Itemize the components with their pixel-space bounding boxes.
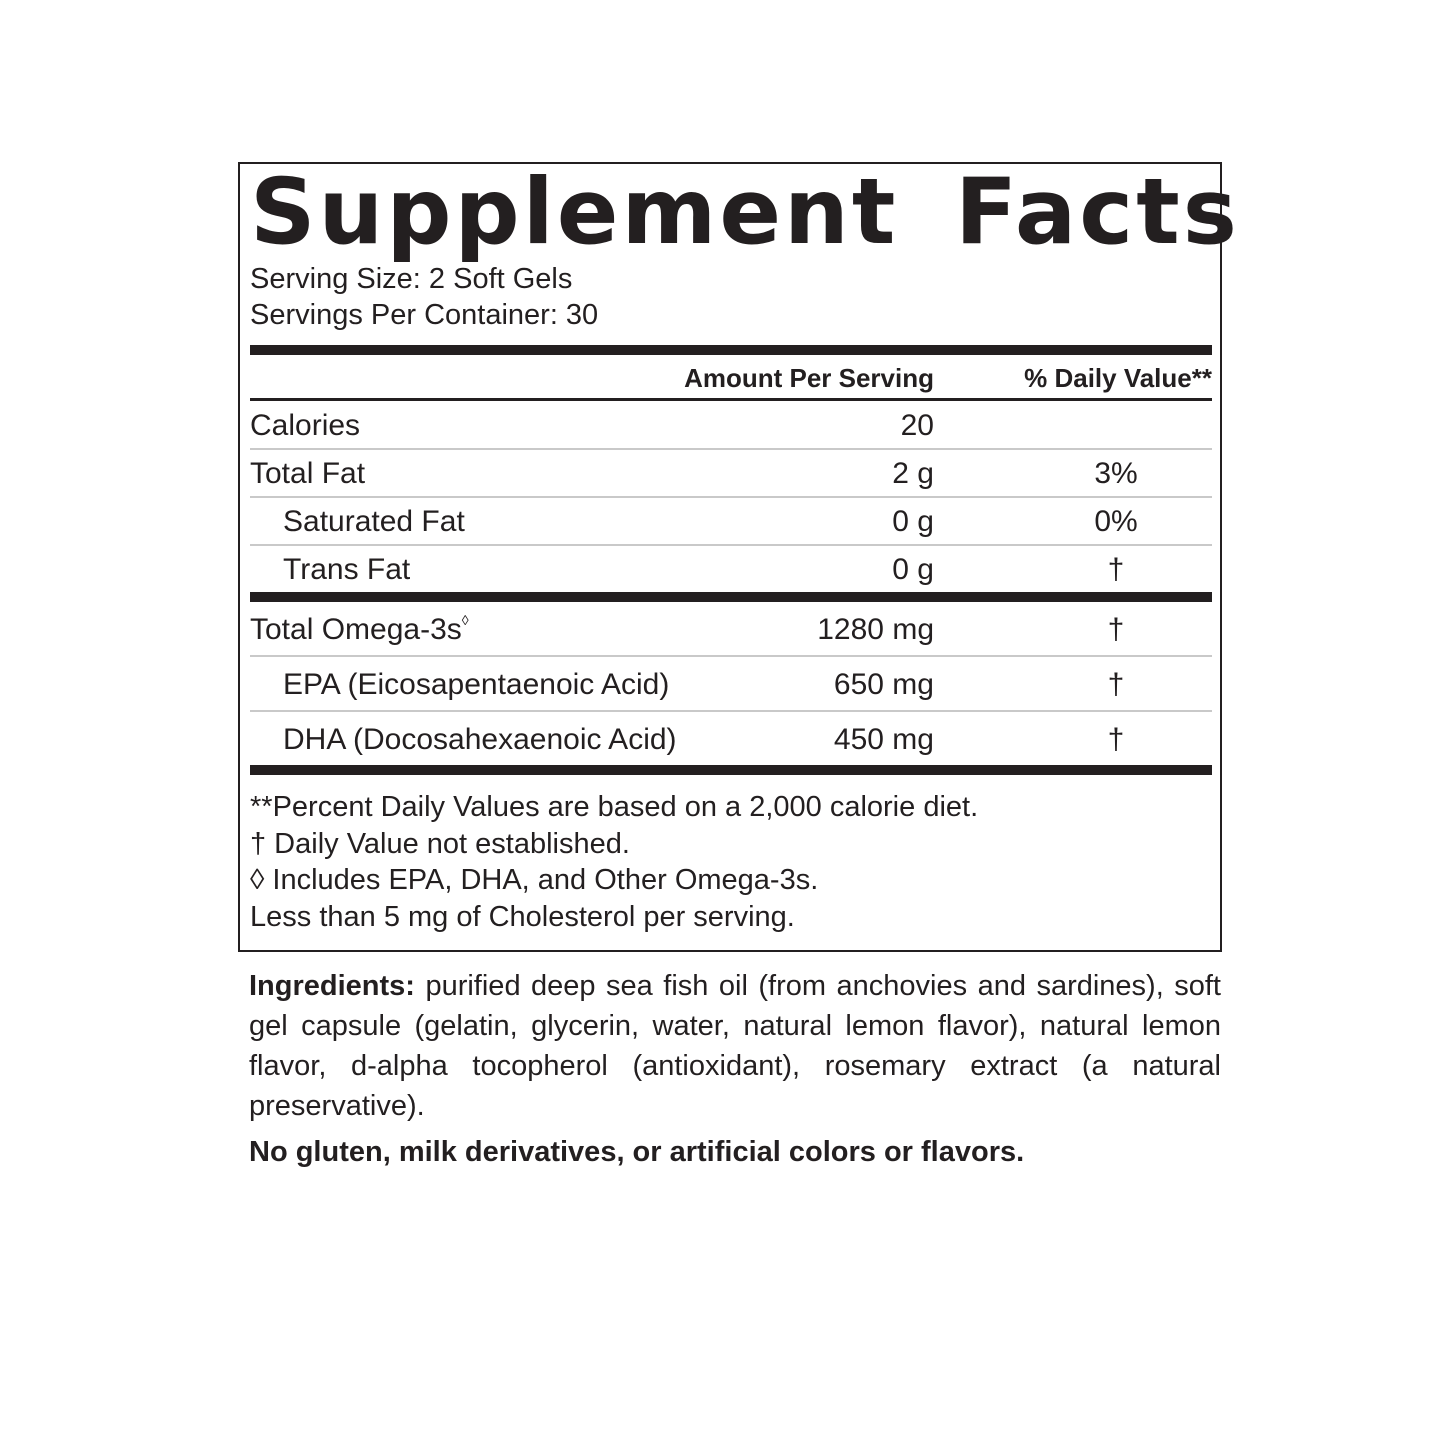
nutrient-label: Calories <box>250 409 361 442</box>
footnote-daily-values: **Percent Daily Values are based on a 2,000 calorie diet. <box>250 791 979 823</box>
nutrient-dv: † <box>1107 668 1125 701</box>
nutrient-row-total-fat <box>250 450 1212 496</box>
footnote-dagger: † Daily Value not established. <box>250 827 630 860</box>
serving-info <box>250 261 1212 333</box>
nutrient-row-total-omega-3s <box>250 602 1212 655</box>
nutrient-dv: † <box>1107 613 1125 646</box>
nutrient-label: Total Fat <box>250 457 366 490</box>
amount-header: Amount Per Serving <box>684 363 934 393</box>
nutrient-dv: † <box>1107 553 1125 586</box>
supplement-facts-panel <box>238 160 1240 952</box>
nutrient-dv: 0% <box>1094 505 1138 538</box>
nutrient-amount: 450 mg <box>833 723 934 756</box>
nutrient-dv: 3% <box>1094 457 1138 490</box>
serving-size: Serving Size: 2 Soft Gels <box>250 263 573 295</box>
nutrient-label: EPA (Eicosapentaenoic Acid) <box>283 668 670 701</box>
ingredients-label: Ingredients: <box>249 970 415 1002</box>
thick-divider <box>250 345 1212 355</box>
ingredients-text: purified deep sea fish oil (from anchovies and sardines), soft gel capsule (gelatin, glycerin, water, natural lemon flavor), natural lemon flavor, d-alpha tocopherol (antioxidant), rosemary extract (a natural preservative). <box>249 970 1221 1122</box>
nutrient-amount: 1280 mg <box>817 613 934 646</box>
nutrient-amount: 0 g <box>892 505 934 538</box>
nutrient-dv: † <box>1107 723 1125 756</box>
nutrient-label: DHA (Docosahexaenoic Acid) <box>283 723 677 756</box>
servings-per-container: Servings Per Container: 30 <box>250 299 599 331</box>
nutrient-amount: 2 g <box>892 457 934 490</box>
nutrient-label: Saturated Fat <box>283 505 465 538</box>
nutrient-amount: 20 <box>900 409 934 442</box>
panel-title: Supplement Facts <box>250 160 1240 265</box>
nutrient-amount: 650 mg <box>833 668 934 701</box>
nutrient-label: Total Omega-3s <box>250 613 462 646</box>
nutrient-amount: 0 g <box>892 553 934 586</box>
footnotes <box>250 789 1212 935</box>
nutrient-label-wrap <box>250 602 469 658</box>
footnote-cholesterol: Less than 5 mg of Cholesterol per serving. <box>250 900 795 933</box>
free-from-statement: No gluten, milk derivatives, or artificial colors or flavors. <box>249 1136 1025 1168</box>
column-header-row <box>250 355 1212 398</box>
nutrient-row-saturated-fat <box>250 498 1212 544</box>
nutrient-row-calories <box>250 401 1212 448</box>
ingredients-paragraph <box>249 966 1221 1126</box>
daily-value-header: % Daily Value** <box>1024 363 1212 393</box>
footnote-diamond: ◊ Includes EPA, DHA, and Other Omega-3s. <box>250 864 819 896</box>
diamond-marker: ◊ <box>461 612 469 628</box>
nutrient-row-trans-fat <box>250 546 1212 592</box>
nutrient-row-epa <box>250 657 1212 710</box>
nutrient-label: Trans Fat <box>283 553 411 586</box>
nutrient-row-dha <box>250 712 1212 765</box>
